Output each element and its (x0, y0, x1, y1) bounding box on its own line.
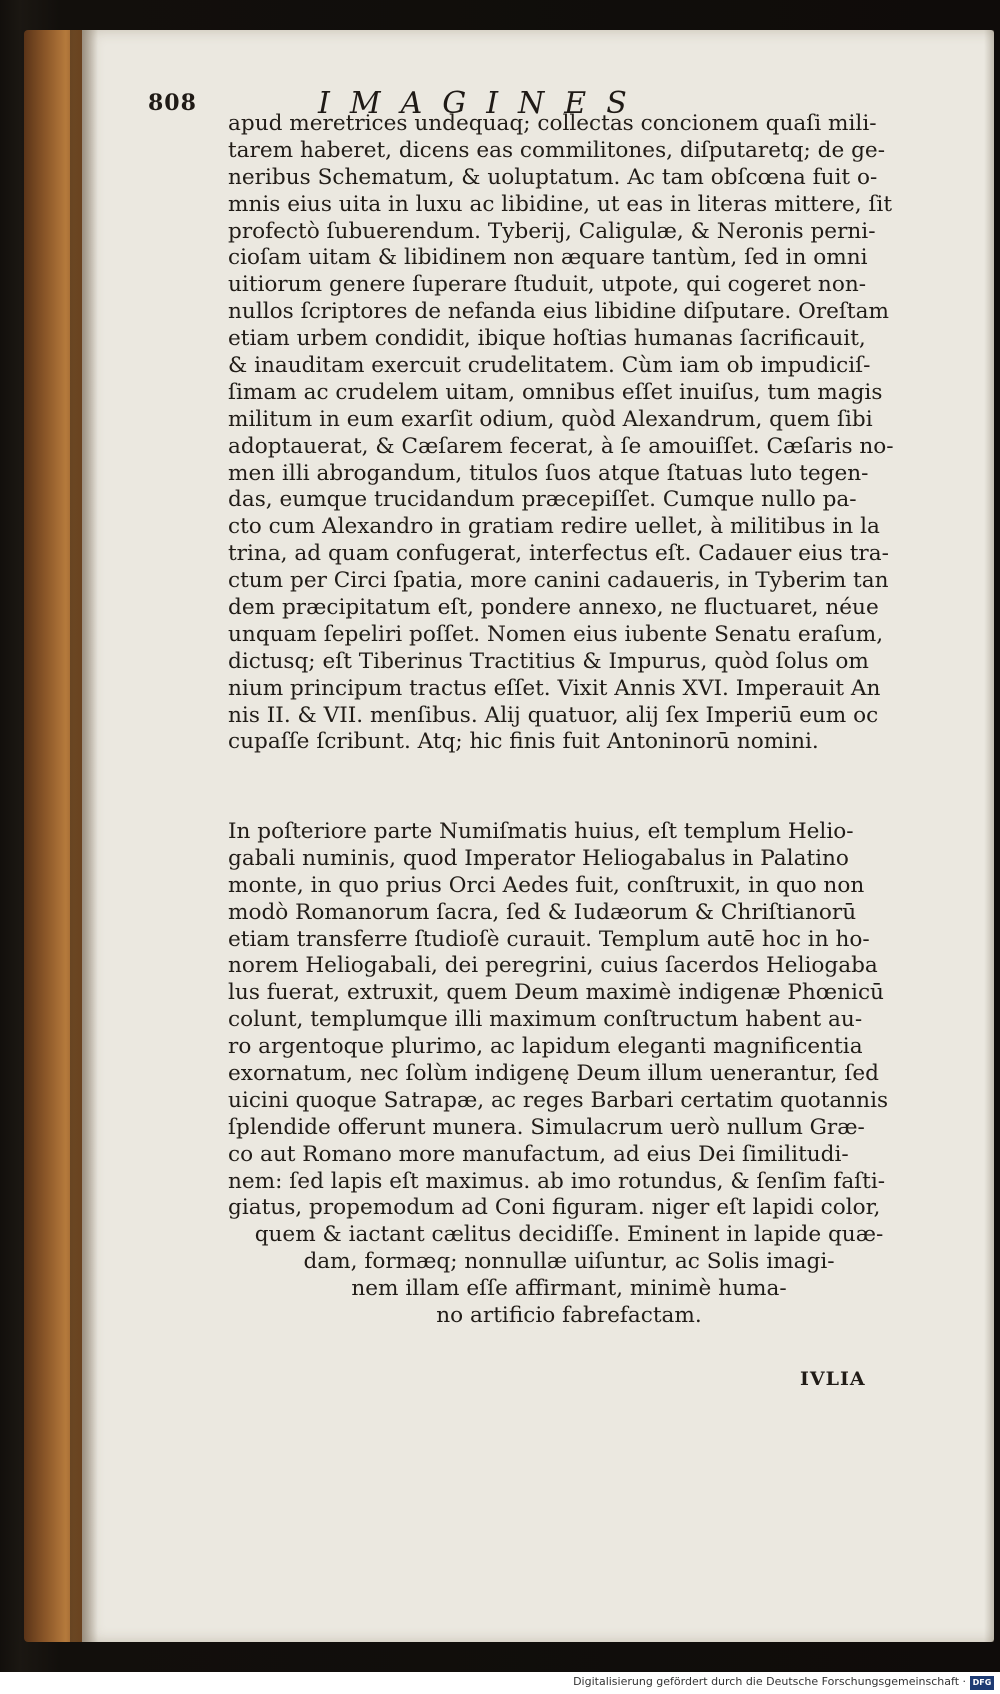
text-line: norem Heliogabali, dei peregrini, cuius ſacerdos Heliogaba (228, 953, 878, 979)
page-number: 808 (148, 90, 197, 116)
text-line: lus fuerat, extruxit, quem Deum maximè indigenæ Phœnicū (228, 980, 884, 1006)
running-head-title: IMAGINES (318, 86, 647, 121)
text-line: nium principum tractus eſſet. Vixit Annis XVI. Imperauit An (228, 675, 881, 701)
text-line: ro argentoque plurimo, ac lapidum eleganti magnificentia (228, 1034, 863, 1060)
paragraph-2 (228, 819, 910, 1330)
text-line: neribus Schematum, & uoluptatum. Ac tam obſcœna fuit o- (228, 164, 878, 190)
text-line: modò Romanorum ſacra, ſed & Iudæorum & Chriſtianorū (228, 899, 857, 925)
text-line: nem: ſed lapis eſt maximus. ab imo rotundus, & ſenſim faſti- (228, 1168, 886, 1194)
text-line: etiam urbem condidit, ibique hoſtias humanas ſacrificauit, (228, 326, 866, 352)
text-line: cioſam uitam & libidinem non æquare tantùm, ſed in omni (228, 245, 868, 271)
text-line: cupaſſe ſcribunt. Atq; hic finis fuit Antoninorū nomini. (228, 729, 819, 755)
dfg-logo: DFG (970, 1676, 994, 1690)
text-line: uitiorum genere ſuperare ſtuduit, utpote, qui cogeret non- (228, 272, 867, 298)
digitization-footer (0, 1672, 1000, 1694)
text-line: cto cum Alexandro in gratiam redire uellet, à militibus in la (228, 514, 880, 540)
text-line-centered: dam, formæq; nonnullæ uiſuntur, ac Solis imagi- (303, 1249, 835, 1275)
funding-credit: Digitalisierung gefördert durch die Deutsche Forschungsgemeinschaft · (573, 1675, 966, 1688)
text-line: nullos ſcriptores de nefanda eius libidine diſputare. Oreſtam (228, 299, 889, 325)
text-line: uicini quoque Satrapæ, ac reges Barbari certatim quotannis (228, 1087, 889, 1113)
paragraph-1 (228, 111, 894, 756)
catchword: IVLIA (800, 1368, 866, 1390)
text-line: das, eumque trucidandum præcepiſſet. Cumque nullo pa- (228, 487, 857, 513)
text-line: profectò ſubuerendum. Tyberij, Caligulæ, & Neronis perni- (228, 218, 876, 244)
page-edge (984, 30, 994, 1642)
text-line: gabali numinis, quod Imperator Heliogabalus in Palatino (228, 845, 849, 871)
text-line: nis II. & VII. menſibus. Alij quatuor, alij ſex Imperiū eum oc (228, 702, 879, 728)
text-line: mnis eius uita in luxu ac libidine, ut eas in literas mittere, ſit (228, 191, 893, 217)
text-line: men illi abrogandum, titulos ſuos atque ſtatuas luto tegen- (228, 460, 869, 486)
text-line: unquam ſepeliri poſſet. Nomen eius iubente Senatu eraſum, (228, 621, 884, 647)
text-line: exornatum, nec ſolùm indigenę Deum illum uenerantur, ſed (228, 1061, 879, 1087)
text-line: co aut Romano more manufactum, ad eius Dei ſimilitudi- (228, 1141, 849, 1167)
text-line: dictusq; eſt Tiberinus Tractitius & Impurus, quòd ſolus om (228, 648, 869, 674)
text-line: In poſteriore parte Numiſmatis huius, eſt templum Helio- (228, 819, 854, 844)
text-line: monte, in quo prius Orci Aedes fuit, conſtruxit, in quo non (228, 872, 865, 898)
text-line: & inauditam exercuit crudelitatem. Cùm iam ob impudiciſ- (228, 353, 871, 379)
text-line: tarem haberet, dicens eas commilitones, diſputaretq; de ge- (228, 137, 885, 163)
text-line: apud meretrices undequaq; collectas concionem quaſi mili- (228, 111, 877, 136)
text-line: etiam transferre ſtudioſè curauit. Templum autē hoc in ho- (228, 926, 870, 952)
text-line: dem præcipitatum eſt, pondere annexo, ne fluctuaret, néue (228, 595, 879, 621)
text-line-centered: quem & iactant cælitus decidiſſe. Eminent in lapide quæ- (254, 1222, 884, 1248)
text-line: ſimam ac crudelem uitam, omnibus eſſet inuiſus, tum magis (228, 379, 883, 405)
text-line: adoptauerat, & Cæſarem fecerat, à ſe amouiſſet. Cæſaris no- (228, 433, 894, 459)
text-line: ſplendide offerunt munera. Simulacrum uerò nullum Græ- (228, 1114, 865, 1140)
text-line: giatus, propemodum ad Coni figuram. niger eſt lapidi color, (228, 1195, 881, 1221)
gutter-shadow (70, 30, 98, 1642)
text-line: trina, ad quam confugerat, interfectus eſt. Cadauer eius tra- (228, 541, 889, 567)
text-line: militum in eum exarſit odium, quòd Alexandrum, quem ſibi (228, 406, 873, 432)
text-line-centered: nem illam eſſe affirmant, minimè huma- (351, 1276, 787, 1302)
text-line: colunt, templumque illi maximum conſtructum habent au- (228, 1007, 863, 1033)
text-line-centered: no artificio fabrefactam. (436, 1303, 702, 1329)
text-line: ctum per Circi ſpatia, more canini cadaueris, in Tyberim tan (228, 568, 889, 594)
